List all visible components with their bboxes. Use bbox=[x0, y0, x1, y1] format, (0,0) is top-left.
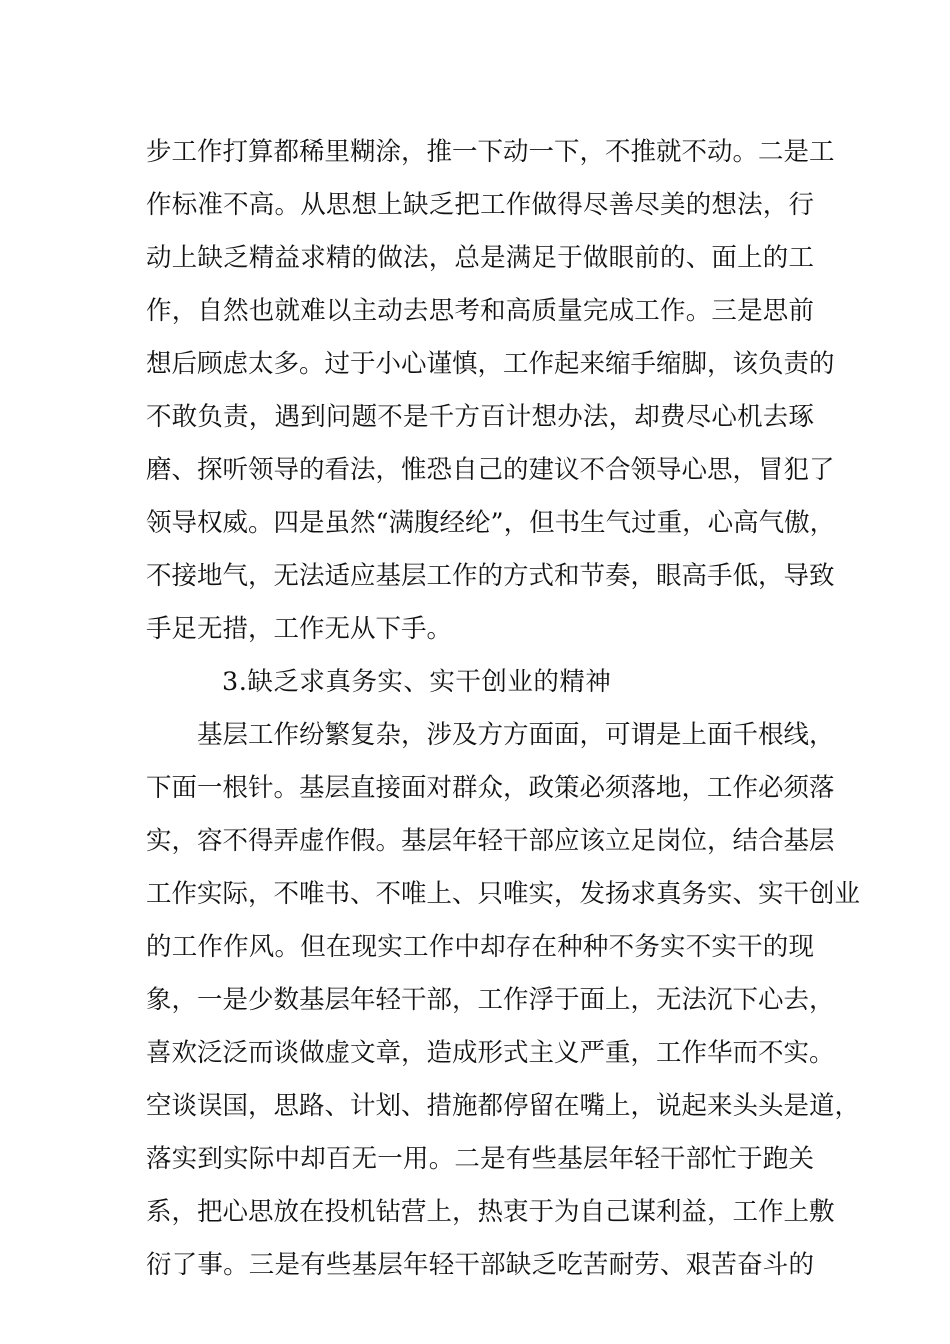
text-line: 实，容不得弄虚作假。基层年轻干部应该立足岗位，结合基层 bbox=[146, 826, 835, 856]
text-line: 步工作打算都稀里糊涂，推一下动一下，不推就不动。二是工 bbox=[146, 137, 835, 167]
text-line: 动上缺乏精益求精的做法，总是满足于做眼前的、面上的工 bbox=[146, 243, 814, 273]
text-line: 系，把心思放在投机钻营上，热衷于为自己谋利益，工作上敷 bbox=[146, 1197, 835, 1227]
document-body bbox=[146, 126, 861, 1292]
paragraph-section-3 bbox=[146, 709, 861, 1292]
text-line: 衍了事。三是有些基层年轻干部缺乏吃苦耐劳、艰苦奋斗的 bbox=[146, 1250, 814, 1280]
text-line: 空谈误国，思路、计划、措施都停留在嘴上，说起来头头是道， bbox=[146, 1091, 861, 1121]
text-line: 喜欢泛泛而谈做虚文章，造成形式主义严重，工作华而不实。 bbox=[146, 1038, 835, 1068]
text-line: 落实到实际中却百无一用。二是有些基层年轻干部忙于跑关 bbox=[146, 1144, 814, 1174]
text-line: 工作实际，不唯书、不唯上、只唯实，发扬求真务实、实干创业 bbox=[146, 879, 861, 909]
text-line: 领导权威。四是虽然“满腹经纶”，但书生气过重，心高气傲， bbox=[146, 508, 836, 538]
text-line-first: 基层工作纷繁复杂，涉及方方面面，可谓是上面千根线， bbox=[197, 720, 835, 750]
paragraph-continued bbox=[146, 126, 836, 656]
text-line: 不接地气，无法适应基层工作的方式和节奏，眼高手低，导致 bbox=[146, 561, 835, 591]
text-line: 的工作作风。但在现实工作中却存在种种不务实不实干的现 bbox=[146, 932, 814, 962]
text-line: 不敢负责，遇到问题不是千方百计想办法，却费尽心机去琢 bbox=[146, 402, 814, 432]
text-line: 象，一是少数基层年轻干部，工作浮于面上，无法沉下心去， bbox=[146, 985, 835, 1015]
text-line: 想后顾虑太多。过于小心谨慎，工作起来缩手缩脚，该负责的 bbox=[146, 349, 835, 379]
text-line: 作，自然也就难以主动去思考和高质量完成工作。三是思前 bbox=[146, 296, 814, 326]
text-line: 磨、探听领导的看法，惟恐自己的建议不合领导心思，冒犯了 bbox=[146, 455, 835, 485]
text-line: 作标准不高。从思想上缺乏把工作做得尽善尽美的想法，行 bbox=[146, 190, 814, 220]
section-heading: 3.缺乏求真务实、实干创业的精神 bbox=[222, 667, 612, 697]
text-line: 下面一根针。基层直接面对群众，政策必须落地，工作必须落 bbox=[146, 773, 835, 803]
text-line-last: 手足无措，工作无从下手。 bbox=[146, 614, 453, 644]
